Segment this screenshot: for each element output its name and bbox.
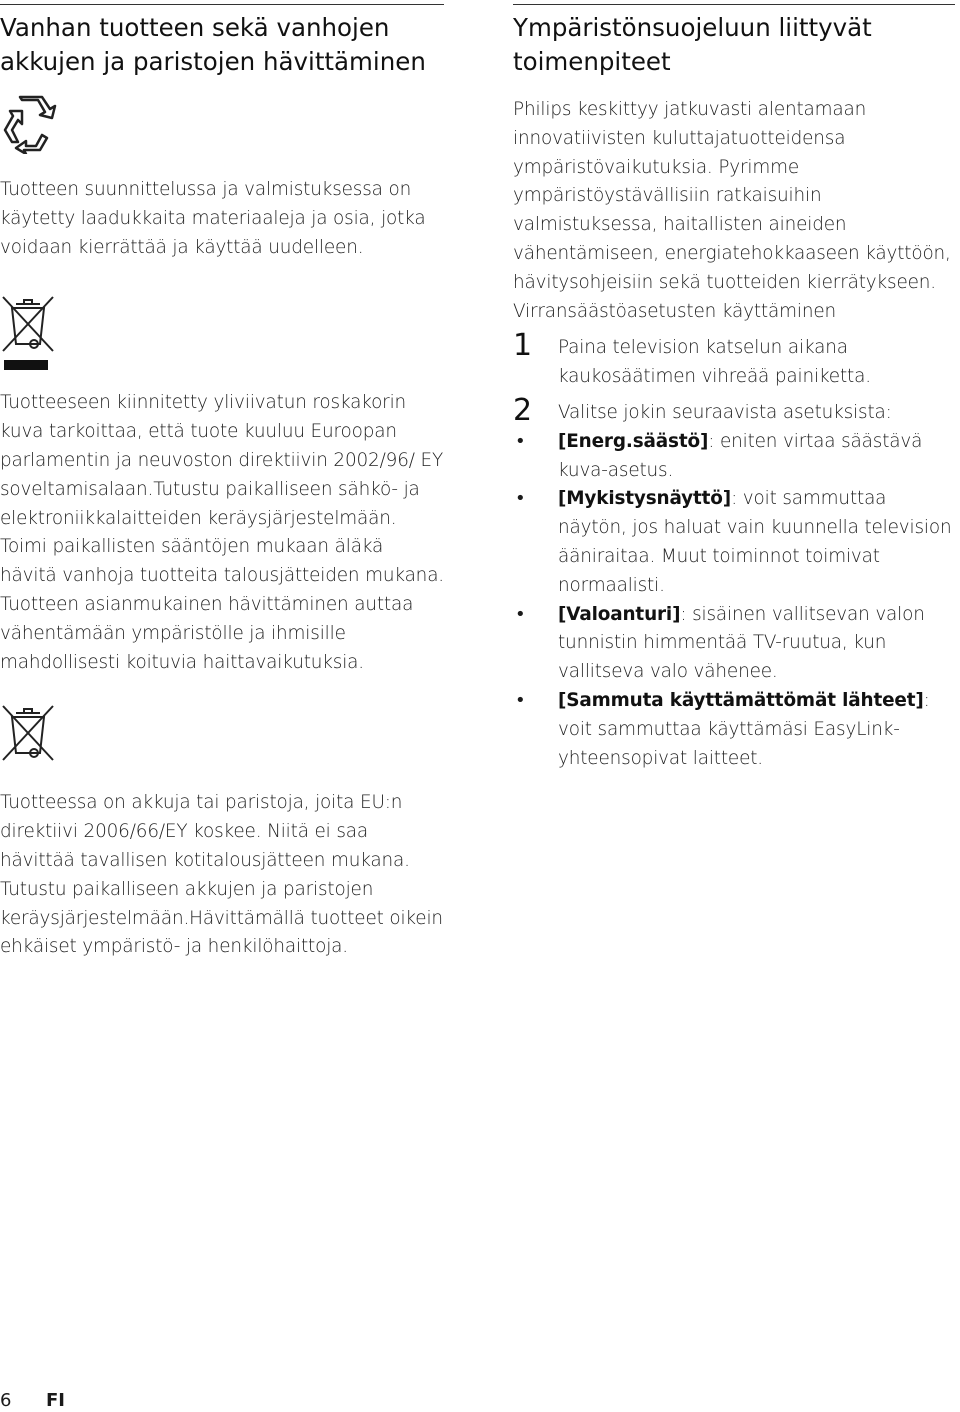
bullet-icon: • <box>515 689 526 711</box>
option-keyword: [Valoanturi] <box>558 603 681 625</box>
left-title-line2: akkujen ja paristojen hävittäminen <box>0 47 426 76</box>
option-description: : voit sammuttaa näytön, jos haluat vain kuunnella television ääniraitaa. Muut toiminnot toimivat normaalisti. <box>558 488 952 596</box>
list-item <box>513 428 955 486</box>
right-column <box>513 0 955 773</box>
step-text: Valitse jokin seuraavista asetuksista: <box>558 401 892 423</box>
bullet-icon: • <box>515 430 526 452</box>
option-keyword: [Sammuta käyttämättömät lähteet] <box>558 689 924 711</box>
page-number: 6 <box>0 1390 12 1411</box>
power-saving-subheading: Virransäästöasetusten käyttäminen <box>513 300 837 322</box>
list-item <box>513 485 955 600</box>
environment-intro: Philips keskittyy jatkuvasti alentamaan innovatiivisten kuluttajatuotteidensa ympäristövaikutuksia. Pyrimme ympäristöystävällisiin ratkaisuihin valmistuksessa, haitallisten aineiden vähentämiseen, energiatehokkaaseen käyttöön, hävitysohjeisiin sekä tuotteiden kierrätykseen. <box>513 99 951 293</box>
left-column <box>0 0 444 962</box>
option-description: : eniten virtaa säästävä kuva-asetus. <box>558 430 923 481</box>
step-number: 2 <box>513 392 533 428</box>
crossed-out-bin-icon <box>0 294 56 372</box>
step-2 <box>513 392 955 428</box>
recycling-paragraph: Tuotteen suunnittelussa ja valmistuksessa on käytetty laadukkaita materiaaleja ja osia, jotka voidaan kierrättää ja käyttää uudelleen. <box>0 179 426 258</box>
right-title-line1: Ympäristönsuojeluun liittyvät <box>513 13 872 42</box>
power-options-list <box>513 428 955 774</box>
left-title-line1: Vanhan tuotteen sekä vanhojen <box>0 13 390 42</box>
recycle-icon <box>0 94 60 154</box>
bullet-icon: • <box>515 603 526 625</box>
option-keyword: [Mykistysnäyttö] <box>558 488 732 510</box>
page-footer <box>0 1390 65 1412</box>
crossed-out-battery-bin-icon <box>0 703 56 763</box>
list-item <box>513 687 955 773</box>
list-item <box>513 601 955 687</box>
step-1 <box>513 328 955 392</box>
right-section-title <box>513 5 955 79</box>
language-code: FI <box>46 1390 65 1411</box>
right-title-line2: toimenpiteet <box>513 47 671 76</box>
battery-paragraph: Tuotteessa on akkuja tai paristoja, joita EU:n direktiivi 2006/66/EY koskee. Niitä ei saa hävittää tavallisen kotitalousjätteen mukana. Tutustu paikalliseen akkujen ja paristojen keräysjärjestelmään.Hävittämällä tuotteet oikein ehkäiset ympäristö- ja henkilöhaittoja. <box>0 792 443 958</box>
step-number: 1 <box>513 328 533 364</box>
step-text: Paina television katselun aikana kaukosäätimen vihreää painiketta. <box>558 337 871 388</box>
left-section-title <box>0 5 444 79</box>
bullet-icon: • <box>515 488 526 510</box>
option-description: : voit sammuttaa käyttämäsi EasyLink-yhteensopivat laitteet. <box>558 689 930 769</box>
weee-paragraph: Tuotteeseen kiinnitetty yliviivatun roskakorin kuva tarkoittaa, että tuote kuuluu Euroopan parlamentin ja neuvoston direktiivin 2002/96/ EY soveltamisalaan.Tutustu paikalliseen sähkö- ja elektroniikkalaitteiden keräysjärjestelmään. Toimi paikallisten sääntöjen mukaan äläkä hävitä vanhoja tuotteita talousjätteiden mukana. Tuotteen asianmukainen hävittäminen auttaa vähentämään ympäristölle ja ihmisille mahdollisesti koituvia haittavaikutuksia. <box>0 392 445 673</box>
option-description: : sisäinen vallitsevan valon tunnistin himmentää TV-ruutua, kun vallitseva valo vähenee. <box>558 603 925 683</box>
option-keyword: [Energ.säästö] <box>558 430 709 452</box>
